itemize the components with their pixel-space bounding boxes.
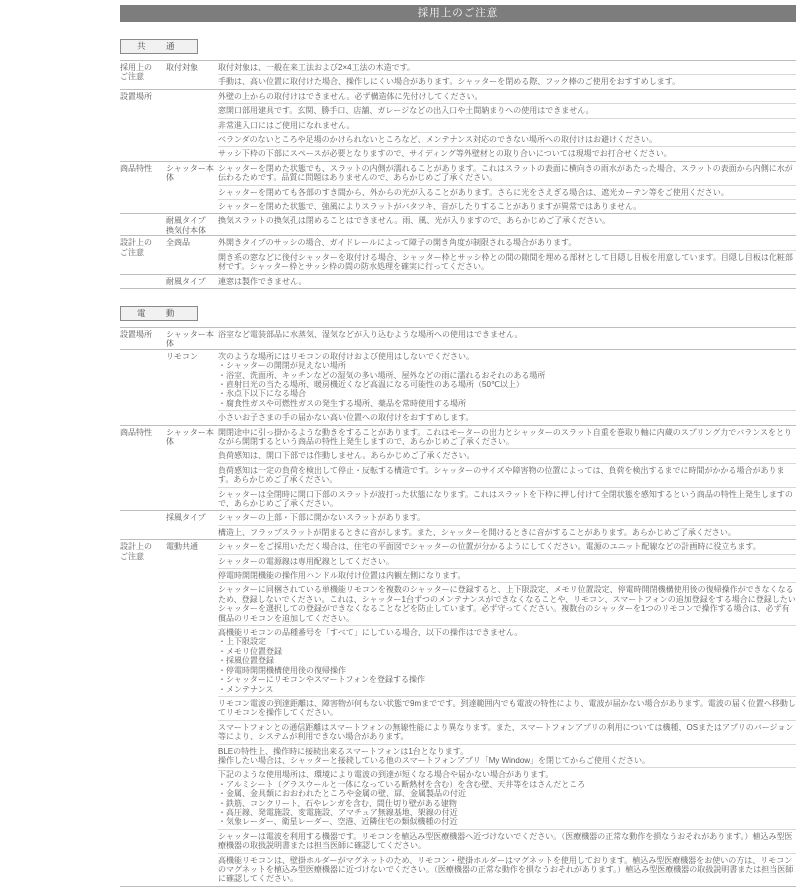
sections-container <box>120 22 796 887</box>
note-line: 外壁の上からの取付けはできません。必ず構造体に先付けしてください。 <box>218 91 483 101</box>
category-label <box>120 350 166 425</box>
note-item <box>218 118 796 132</box>
note-line: 連窓は製作できません。 <box>218 276 307 286</box>
note-line: 構造上、フラップスラットが閉まるときに音がします。また、シャッターを開けるときに音がすることがあります。あらかじめご了承ください。 <box>218 527 736 537</box>
table-row <box>120 60 796 89</box>
section-heading: 電 動 <box>120 306 198 321</box>
note-item <box>218 61 796 74</box>
notes-table <box>120 327 796 887</box>
note-line: ベランダのないところや足場のかけられないところなど、メンテナンス対応のできない場所への取付けはお避けください。 <box>218 135 658 145</box>
note-line: リモコン電波の到達距離は、障害物が何もない状態で9mまでです。到達範囲内でも電波の特性により、電波が届かない場合があります。電波の届く位置へ移動してリモコンを操作してください。 <box>218 698 796 718</box>
note-item <box>218 426 796 449</box>
subcategory-label-line: 換気付本体 <box>166 225 206 235</box>
subcategory-label <box>166 275 218 288</box>
note-line: 窓開口部用建具です。玄関、勝手口、店舗、ガレージなどの出入口や土間納まりへの使用はできません。 <box>218 106 594 116</box>
note-item <box>218 744 796 768</box>
note-item <box>218 162 796 185</box>
note-line: ・浴室、洗面所、キッチンなどの湿気の多い場所、屋外などの雨に濡れるおそれのある場所 <box>218 370 546 380</box>
note-line: 浴室など電装部品に水蒸気、湿気などが入り込むような場所への使用はできません。 <box>218 329 523 339</box>
note-item <box>218 540 796 553</box>
note-line: 手動は、高い位置に取付けた場合、操作しにくい場合があります。シャッターを閉める際、フック棒のご使用をおすすめします。 <box>218 77 681 87</box>
subcategory-label <box>166 350 218 425</box>
note-item <box>218 185 796 199</box>
notes-cell <box>218 540 796 886</box>
note-line: 負荷感知は、開口下部では作動しません。あらかじめご了承ください。 <box>218 451 475 461</box>
notes-cell <box>218 61 796 89</box>
subcategory-label-line: シャッター本体 <box>166 163 214 183</box>
note-item <box>218 199 796 213</box>
notes-cell <box>218 236 796 273</box>
category-label <box>120 275 166 288</box>
category-label <box>120 511 166 539</box>
note-line: ・アルミシート（グラスウールと一体になっている断熱材を含む）を含む壁、天井等をはさんだところ <box>218 779 586 789</box>
note-line: 高機能リモコンの品種番号を「すべて」にしている場合、以下の操作はできません。 <box>218 628 523 638</box>
note-line: 外開きタイプのサッシの場合、ガイドレールによって障子の開き角度が制限される場合があります。 <box>218 238 577 248</box>
notes-table <box>120 60 796 289</box>
notes-cell <box>218 350 796 425</box>
note-item <box>218 410 796 424</box>
note-item <box>218 74 796 88</box>
subcategory-label <box>166 236 218 273</box>
subcategory-label-line: 耐風タイプ <box>166 276 206 286</box>
category-label-line: 採用上の <box>120 63 152 72</box>
notes-cell <box>218 90 796 161</box>
notes-cell <box>218 328 796 349</box>
note-line: ・腐食性ガスや可燃性ガスの発生する場所、薬品を常時使用する場所 <box>218 398 466 408</box>
section <box>120 289 796 887</box>
table-row <box>120 161 796 214</box>
note-line: ・高圧線、発電施設、変電施設、アマチュア無線基地、架線の付近 <box>218 807 458 817</box>
note-item <box>218 582 796 625</box>
note-item <box>218 214 796 227</box>
note-item <box>218 103 796 117</box>
category-label <box>120 61 166 89</box>
subcategory-label-line: シャッター本体 <box>166 329 214 349</box>
note-line: シャッターに同梱されている単機能リモコンを複数のシャッターに登録すると、上下限設定、メモリ位置設定、停電時開閉機構使用後の復帰操作ができなくなるため、登録しないでください。これは、シャッター1台ずつのメンテナンスができなくなることや、リモコン、スマートフォンの追加登録をする場合に登録したいシャッターを選択しての登録ができなくなることなどを防止しています。必ず守ってください。複数台のシャッターを1つのリモコンで操作する場合は、必ず有償品のリモコンを追加してください。 <box>218 585 796 623</box>
subcategory-label <box>166 61 218 89</box>
note-item <box>218 463 796 487</box>
subcategory-label <box>166 426 218 511</box>
subcategory-label <box>166 540 218 886</box>
subcategory-label <box>166 90 218 161</box>
note-line: 小さいお子さまの手の届かない高い位置への取付けをおすすめします。 <box>218 413 474 423</box>
subcategory-label <box>166 328 218 349</box>
note-item <box>218 90 796 103</box>
note-item <box>218 350 796 410</box>
subcategory-label <box>166 214 218 235</box>
category-label <box>120 90 166 161</box>
category-label <box>120 236 166 273</box>
subcategory-label <box>166 162 218 214</box>
note-line: 停電時開閉機能の操作用ハンドル取付け位置は内観左側になります。 <box>218 571 466 581</box>
section <box>120 22 796 289</box>
table-row <box>120 327 796 349</box>
table-row <box>120 235 796 273</box>
note-item <box>218 829 796 853</box>
table-row <box>120 510 796 539</box>
note-line: 負荷感知は一定の負荷を検出して停止・反転する構造です。シャッターのサイズや障害物の位置によっては、負荷を検出するまでに時間がかかる場合があります。あらかじめご了承ください。 <box>218 465 785 485</box>
section-heading: 共 通 <box>120 39 198 54</box>
note-item <box>218 625 796 696</box>
note-item <box>218 554 796 568</box>
category-label-line: 商品特性 <box>120 427 152 437</box>
category-label <box>120 540 166 886</box>
note-item <box>218 511 796 524</box>
category-label-line: 設計上の <box>120 542 152 552</box>
note-line: 次のような場所にはリモコンの取付けおよび使用はしないでください。 <box>218 351 474 361</box>
category-label <box>120 214 166 235</box>
note-item <box>218 328 796 341</box>
note-item <box>218 696 796 720</box>
note-line: ・メモリ位置登録 <box>218 646 282 656</box>
note-line: 開き系の窓などに後付シャッターを取付ける場合、シャッター枠とサッシ枠との間の隙間を埋める部材として目隠し目板を用意しています。目隠し目板は化粧部材です。シャッター枠とサッシ枠の間の防水処理を確実に行ってください。 <box>218 252 793 272</box>
note-item <box>218 132 796 146</box>
notes-cell <box>218 511 796 539</box>
note-item <box>218 146 796 160</box>
note-line: ・金属、金具類におおわれたところや金属の壁、扉、金属製品の付近 <box>218 789 466 799</box>
note-line: ・採風位置登録 <box>218 656 274 666</box>
category-label <box>120 328 166 349</box>
subcategory-label-line: シャッター本体 <box>166 427 214 446</box>
note-line: 取付対象は、一般在来工法および2×4工法の木造です。 <box>218 63 415 72</box>
note-item <box>218 448 796 462</box>
subcategory-label <box>166 511 218 539</box>
table-row <box>120 425 796 511</box>
subcategory-label-line: 全商品 <box>166 238 190 248</box>
subcategory-label-line: リモコン <box>166 351 198 361</box>
note-line: 換気スラットの換気孔は閉めることはできません。雨、風、光が入りますので、あらかじめご了承ください。 <box>218 216 611 226</box>
note-line: 操作したい場合は、シャッターと接続している他のスマートフォンアプリ「My Window」を閉じてからご使用ください。 <box>218 755 651 765</box>
note-line: ・シャッターの開閉が見えない場所 <box>218 361 346 371</box>
table-row <box>120 89 796 161</box>
note-line: シャッターの上部・下部に開かないスラットがあります。 <box>218 513 426 523</box>
category-label-line: ご注意 <box>120 551 144 561</box>
note-item <box>218 236 796 249</box>
note-line: ・気象レーダー、衛星レーダー、空港、近隣住宅の類似機種の付近 <box>218 817 458 827</box>
note-line: 開閉途中に引っ掛かるような動きをすることがあります。これはモーターの出力とシャッターのスラット自重を巻取り軸に内蔵のスプリング力でバランスをとりながら開閉するという商品の特性上発生しますので、あらかじめご了承ください。 <box>218 427 792 446</box>
note-line: スマートフォンとの通信距離はスマートフォンの無線性能により異なります。また、スマートフォンアプリの利用については機種、OSまたはアプリのバージョン等により、システムが利用できない場合があります。 <box>218 722 794 742</box>
category-label <box>120 162 166 214</box>
note-line: シャッターの電源線は専用配線としてください。 <box>218 556 394 566</box>
note-item <box>218 767 796 828</box>
category-label-line: 商品特性 <box>120 163 152 173</box>
note-line: BLEの特性上、操作時に接続出来るスマートフォンは1台となります。 <box>218 746 469 756</box>
note-line: シャッターを閉めても各部のすき間から、外からの光が入ることがあります。さらに光をさえぎる場合は、遮光カーテン等をご使用ください。 <box>218 187 729 197</box>
notes-cell <box>218 162 796 214</box>
table-row <box>120 539 796 886</box>
notes-cell <box>218 426 796 511</box>
note-item <box>218 250 796 274</box>
note-item <box>218 525 796 539</box>
note-line: 下記のような使用場所は、環境により電波の到達が短くなる場合や届かない場合があります。 <box>218 770 554 780</box>
note-line: ・メンテナンス <box>218 684 274 694</box>
subcategory-label-line: 電動共通 <box>166 542 198 552</box>
category-label <box>120 426 166 511</box>
table-row <box>120 349 796 425</box>
note-line: ・直射日光の当たる場所、暖房機近くなど高温になる可能性のある場所（50℃以上） <box>218 379 524 389</box>
note-line: ・氷点下以下になる場合 <box>218 389 306 399</box>
note-line: 高機能リモコンは、壁掛ホルダーがマグネットのため、リモコン・壁掛ホルダーはマグネットを使用しております。植込み型医療機器をお使いの方は、リモコンのマグネットを植込み型医療機器に近づけないでください。（医療機器の正常な動作を損なうおそれがあります。）植込み型医療機器の取扱説明書または担当医師に確認してください。 <box>218 855 794 884</box>
note-line: ・シャッターにリモコンやスマートフォンを登録する操作 <box>218 675 426 685</box>
category-label-line: 設置場所 <box>120 91 152 101</box>
note-line: ・鉄筋、コンクリート、石やレンガを含む、間仕切り壁がある建物 <box>218 798 457 808</box>
note-item <box>218 568 796 582</box>
subcategory-label-line: 耐風タイプ <box>166 216 206 226</box>
note-line: 非常進入口にはご使用になれません。 <box>218 120 355 130</box>
category-label-line: ご注意 <box>120 247 144 257</box>
note-line: ・停電時開閉機構使用後の復帰操作 <box>218 665 346 675</box>
table-row <box>120 213 796 235</box>
category-label-line: ご注意 <box>120 72 144 82</box>
document-page <box>120 5 796 887</box>
note-item <box>218 720 796 744</box>
note-line: シャッターをご採用いただく場合は、住宅の平面図でシャッターの位置が分かるようにしてください。電源のユニット配線などの計画時に役立ちます。 <box>218 542 761 552</box>
notes-cell <box>218 214 796 235</box>
page-title: 採用上のご注意 <box>120 5 796 22</box>
note-item <box>218 487 796 511</box>
note-item <box>218 275 796 288</box>
note-line: サッシ下枠の下部にスペースが必要となりますので、サイディング等外壁材との取り合いについては現場でお打合せください。 <box>218 149 672 159</box>
note-line: シャッターを閉めた状態でも、スラットの内側が濡れることがあります。これはスラットの表面に横向きの雨水があたった場合、スラットの表面から内側に水が伝わるためです。品質に問題はありませんので、あらかじめご了承ください。 <box>218 163 793 183</box>
note-item <box>218 853 796 886</box>
subcategory-label-line: 取付対象 <box>166 63 198 72</box>
notes-cell <box>218 275 796 288</box>
note-line: シャッターは電波を利用する機器です。リモコンを植込み型医療機器へ近づけないでください。（医療機器の正常な動作を損なうおそれがあります。）植込み型医療機器の取扱説明書または担当医師に確認してください。 <box>218 831 793 851</box>
note-line: シャッターを閉めた状態で、強風によりスラットがバタツキ、音がしたりすることがありますが異常ではありません。 <box>218 202 642 212</box>
table-row <box>120 274 796 288</box>
note-line: シャッターは全閉時に開口下部のスラットが波打った状態になります。これはスラットを下枠に押し付けて全閉状態を感知するという商品の特性上発生しますので、あらかじめご了承ください。 <box>218 489 793 508</box>
category-label-line: 設計上の <box>120 238 152 248</box>
note-line: ・上下限設定 <box>218 637 266 647</box>
category-label-line: 設置場所 <box>120 329 152 339</box>
subcategory-label-line: 採風タイプ <box>166 513 206 523</box>
